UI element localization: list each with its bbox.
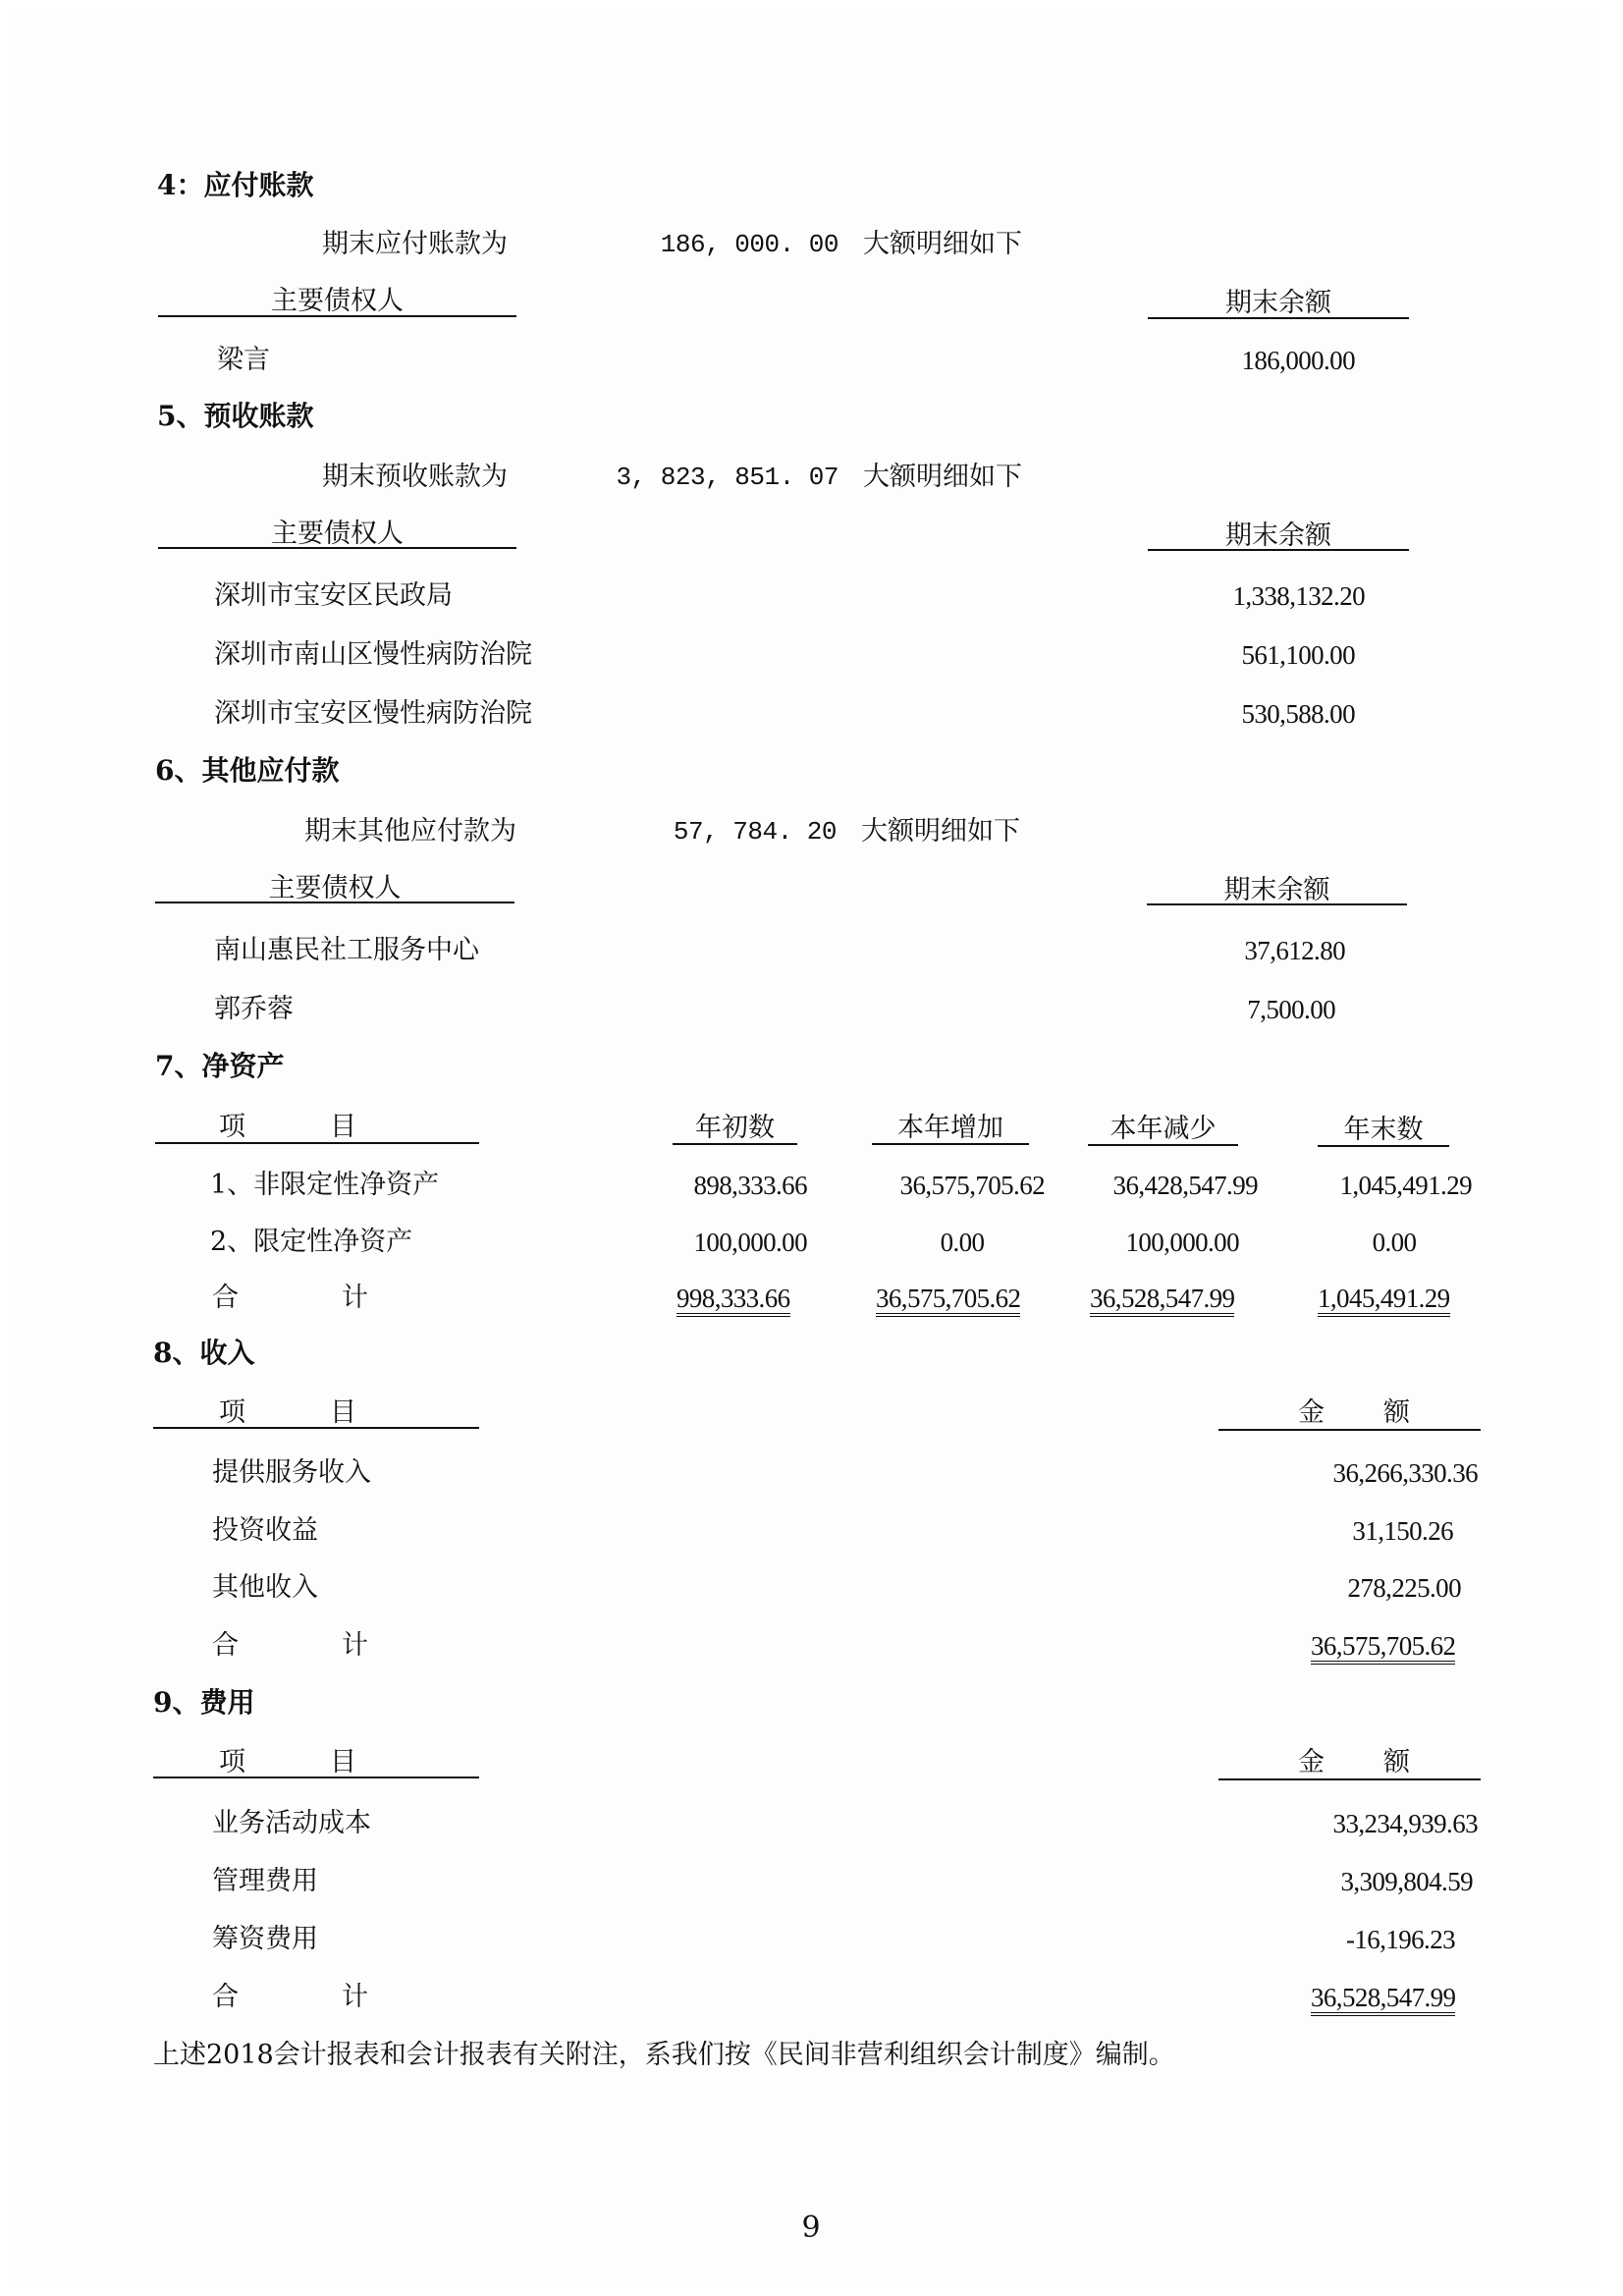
total-label-1: 合 bbox=[212, 1283, 239, 1313]
header-underline bbox=[158, 315, 516, 317]
expense-item: 筹资费用 bbox=[212, 1924, 318, 1954]
header-underline bbox=[153, 1427, 479, 1429]
income-amount: 36,266,330.36 bbox=[1332, 1458, 1478, 1488]
total-end-value: 1,045,491.29 bbox=[1318, 1284, 1450, 1317]
section-heading-other-payables: 6、其他应付款 bbox=[155, 754, 340, 787]
section-heading-expenses: 9、费用 bbox=[153, 1686, 255, 1719]
expense-item: 业务活动成本 bbox=[212, 1808, 371, 1838]
creditor-amount: 1,338,132.20 bbox=[1232, 581, 1365, 611]
header-underline bbox=[872, 1143, 1029, 1145]
column-header-balance: 期末余额 bbox=[1225, 288, 1331, 318]
column-header-increase: 本年增加 bbox=[897, 1113, 1003, 1143]
total-income-amount: 36,575,705.62 bbox=[1311, 1631, 1455, 1665]
column-header-amount-2: 额 bbox=[1383, 1397, 1410, 1428]
column-header-item-1: 项 bbox=[219, 1397, 245, 1428]
net-asset-item: 2、限定性净资产 bbox=[210, 1227, 413, 1257]
section-heading-net-assets: 7、净资产 bbox=[155, 1050, 285, 1082]
column-header-amount-2: 额 bbox=[1383, 1747, 1410, 1777]
section-heading-income: 8、收入 bbox=[153, 1337, 255, 1369]
summary-amount: 57, 784. 20 bbox=[673, 817, 837, 847]
creditor-amount: 37,612.80 bbox=[1244, 936, 1345, 965]
column-header-item-2: 目 bbox=[330, 1397, 356, 1428]
header-underline bbox=[1148, 549, 1409, 551]
summary-amount: 3, 823, 851. 07 bbox=[616, 463, 839, 492]
column-header-end: 年末数 bbox=[1343, 1115, 1424, 1145]
increase-value: 0.00 bbox=[940, 1228, 985, 1257]
summary-label: 期末其他应付款为 bbox=[304, 816, 516, 847]
expense-item: 管理费用 bbox=[212, 1866, 318, 1896]
income-amount: 278,225.00 bbox=[1347, 1573, 1461, 1603]
income-item: 其他收入 bbox=[212, 1572, 318, 1603]
expense-amount: 3,309,804.59 bbox=[1340, 1867, 1473, 1896]
creditor-name: 深圳市南山区慢性病防治院 bbox=[214, 639, 532, 670]
column-header-item-1: 项 bbox=[219, 1112, 245, 1142]
total-label-2: 计 bbox=[342, 1283, 368, 1313]
total-increase-value: 36,575,705.62 bbox=[876, 1284, 1020, 1317]
summary-suffix: 大额明细如下 bbox=[861, 816, 1020, 847]
creditor-name: 梁言 bbox=[217, 345, 270, 375]
column-header-amount-1: 金 bbox=[1298, 1747, 1325, 1777]
end-value: 1,045,491.29 bbox=[1339, 1171, 1472, 1200]
decrease-value: 36,428,547.99 bbox=[1112, 1171, 1258, 1200]
total-decrease-value: 36,528,547.99 bbox=[1090, 1284, 1234, 1317]
page-number: 9 bbox=[801, 2211, 821, 2245]
footer-note: 上述2018会计报表和会计报表有关附注，系我们按《民间非营利组织会计制度》编制。 bbox=[153, 2040, 1175, 2070]
column-header-creditor: 主要债权人 bbox=[271, 286, 404, 316]
header-underline bbox=[1148, 317, 1409, 319]
column-header-begin: 年初数 bbox=[695, 1113, 775, 1143]
column-header-item-2: 目 bbox=[330, 1747, 356, 1777]
header-underline bbox=[155, 902, 514, 903]
column-header-item-1: 项 bbox=[219, 1747, 245, 1777]
creditor-name: 深圳市宝安区慢性病防治院 bbox=[214, 698, 532, 729]
total-label-1: 合 bbox=[212, 1630, 239, 1661]
creditor-name: 深圳市宝安区民政局 bbox=[214, 580, 453, 611]
header-underline bbox=[1218, 1429, 1481, 1431]
header-underline bbox=[673, 1143, 797, 1145]
summary-label: 期末预收账款为 bbox=[322, 462, 508, 492]
header-underline bbox=[153, 1777, 479, 1778]
column-header-balance: 期末余额 bbox=[1223, 875, 1330, 905]
header-underline bbox=[1088, 1144, 1238, 1146]
total-expense-amount: 36,528,547.99 bbox=[1311, 1983, 1455, 2016]
column-header-balance: 期末余额 bbox=[1225, 520, 1331, 551]
summary-suffix: 大额明细如下 bbox=[863, 462, 1022, 492]
expense-amount: -16,196.23 bbox=[1346, 1925, 1455, 1954]
total-label-1: 合 bbox=[212, 1982, 239, 2012]
total-label-2: 计 bbox=[342, 1982, 368, 2012]
summary-amount: 186, 000. 00 bbox=[660, 230, 839, 259]
column-header-creditor: 主要债权人 bbox=[268, 873, 402, 903]
begin-value: 100,000.00 bbox=[693, 1228, 807, 1257]
header-underline bbox=[1318, 1145, 1449, 1147]
income-amount: 31,150.26 bbox=[1352, 1516, 1453, 1546]
header-underline bbox=[158, 547, 516, 549]
header-underline bbox=[155, 1142, 479, 1144]
income-item: 提供服务收入 bbox=[212, 1457, 371, 1488]
creditor-amount: 186,000.00 bbox=[1241, 346, 1355, 375]
begin-value: 898,333.66 bbox=[693, 1171, 807, 1200]
net-asset-item: 1、非限定性净资产 bbox=[210, 1170, 440, 1200]
decrease-value: 100,000.00 bbox=[1125, 1228, 1239, 1257]
section-heading-advance-receipts: 5、预收账款 bbox=[157, 400, 314, 432]
increase-value: 36,575,705.62 bbox=[899, 1171, 1045, 1200]
creditor-name: 南山惠民社工服务中心 bbox=[214, 935, 479, 965]
section-heading-accounts-payable: 4：应付账款 bbox=[157, 169, 314, 201]
expense-amount: 33,234,939.63 bbox=[1332, 1809, 1478, 1838]
header-underline bbox=[1218, 1778, 1481, 1780]
header-underline bbox=[1147, 903, 1407, 905]
total-label-2: 计 bbox=[342, 1630, 368, 1661]
summary-suffix: 大额明细如下 bbox=[863, 229, 1022, 259]
creditor-name: 郭乔蓉 bbox=[214, 994, 294, 1024]
creditor-amount: 561,100.00 bbox=[1241, 640, 1355, 670]
summary-label: 期末应付账款为 bbox=[322, 229, 508, 259]
column-header-amount-1: 金 bbox=[1298, 1397, 1325, 1428]
creditor-amount: 7,500.00 bbox=[1247, 995, 1335, 1024]
creditor-amount: 530,588.00 bbox=[1241, 699, 1355, 729]
column-header-creditor: 主要债权人 bbox=[271, 519, 404, 549]
total-begin-value: 998,333.66 bbox=[676, 1284, 790, 1317]
end-value: 0.00 bbox=[1372, 1228, 1417, 1257]
income-item: 投资收益 bbox=[212, 1515, 318, 1546]
column-header-item-2: 目 bbox=[330, 1112, 356, 1142]
column-header-decrease: 本年减少 bbox=[1109, 1114, 1217, 1144]
